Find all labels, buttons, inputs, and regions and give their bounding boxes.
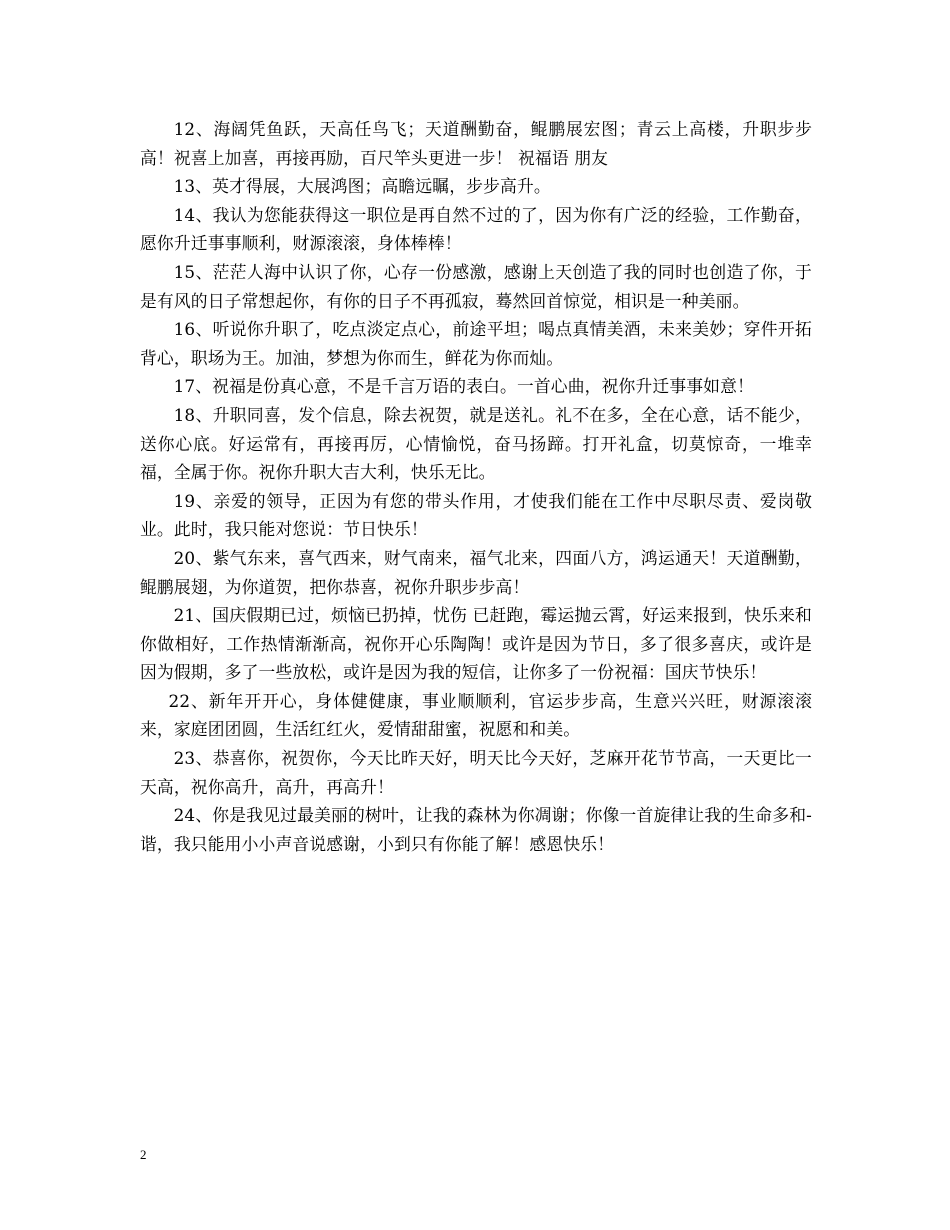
paragraph-24: 24、你是我见过最美丽的树叶，让我的森林为你凋谢；你像一首旋律让我的生命多和-谐，我只能用小小声音说感谢，小到只有你能了解！感恩快乐！ [140,805,812,854]
paragraph-21: 21、国庆假期已过，烦恼已扔掉，忧伤 已赶跑，霉运抛云霄，好运来报到，快乐来和你做相好，工作热情渐渐高，祝你开心乐陶陶！或许是因为节日，多了很多喜庆，或许是因为假期，多了一些放松，或许是因为我的短信，让你多了一份祝福：国庆节快乐！ [140,605,812,683]
paragraph-14: 14、我认为您能获得这一职位是再自然不过的了，因为你有广泛的经验，工作勤奋，愿你升迁事事顺利，财源滚滚，身体棒棒！ [140,204,812,254]
paragraph-17: 17、祝福是份真心意，不是千言万语的表白。一首心曲，祝你升迁事事如意！ [173,376,754,397]
paragraph-20: 20、紫气东来，喜气西来，财气南来，福气北来，四面八方，鸿运通天！天道酬勤，鲲鹏展翅，为你道贺，把你恭喜，祝你升职步步高！ [140,547,812,597]
paragraph-15: 15、茫茫人海中认识了你，心存一份感激，感谢上天创造了我的同时也创造了你，于是有风的日子常想起你，有你的日子不再孤寂，蓦然回首惊觉，相识是一种美丽。 [140,261,812,311]
paragraph-13: 13、英才得展，大展鸿图；高瞻远瞩，步步高升。 [173,176,551,197]
paragraph-22: 22、新年开开心，身体健健康，事业顺顺利，官运步步高，生意兴兴旺，财源滚滚来，家庭团团圆，生活红红火，爱情甜甜蜜，祝愿和和美。 [140,690,812,740]
paragraph-16: 16、听说你升职了，吃点淡定点心，前途平坦；喝点真情美酒，未来美妙；穿件开拓背心，职场为王。加油，梦想为你而生，鲜花为你而灿。 [140,319,812,368]
paragraph-18: 18、升职同喜，发个信息，除去祝贺，就是送礼。礼不在多，全在心意，话不能少，送你心底。好运常有，再接再厉，心情愉悦，奋马扬蹄。打开礼盒，切莫惊奇，一堆幸福，全属于你。祝你升职大吉大利，快乐无比。 [140,404,812,483]
page-number: 2 [140,1147,147,1162]
paragraph-23: 23、恭喜你，祝贺你，今天比昨天好，明天比今天好，芝麻开花节节高，一天更比一天高，祝你高升，高升，再高升！ [140,748,812,797]
paragraph-12: 12、海阔凭鱼跃，天高任鸟飞；天道酬勤奋，鲲鹏展宏图；青云上高楼，升职步步高！祝喜上加喜，再接再励，百尺竿头更进一步！ 祝福语 朋友 [140,119,812,168]
paragraph-19: 19、亲爱的领导，正因为有您的带头作用，才使我们能在工作中尽职尽责、爱岗敬业。此时，我只能对您说：节日快乐！ [140,490,812,540]
document-body [140,115,812,858]
